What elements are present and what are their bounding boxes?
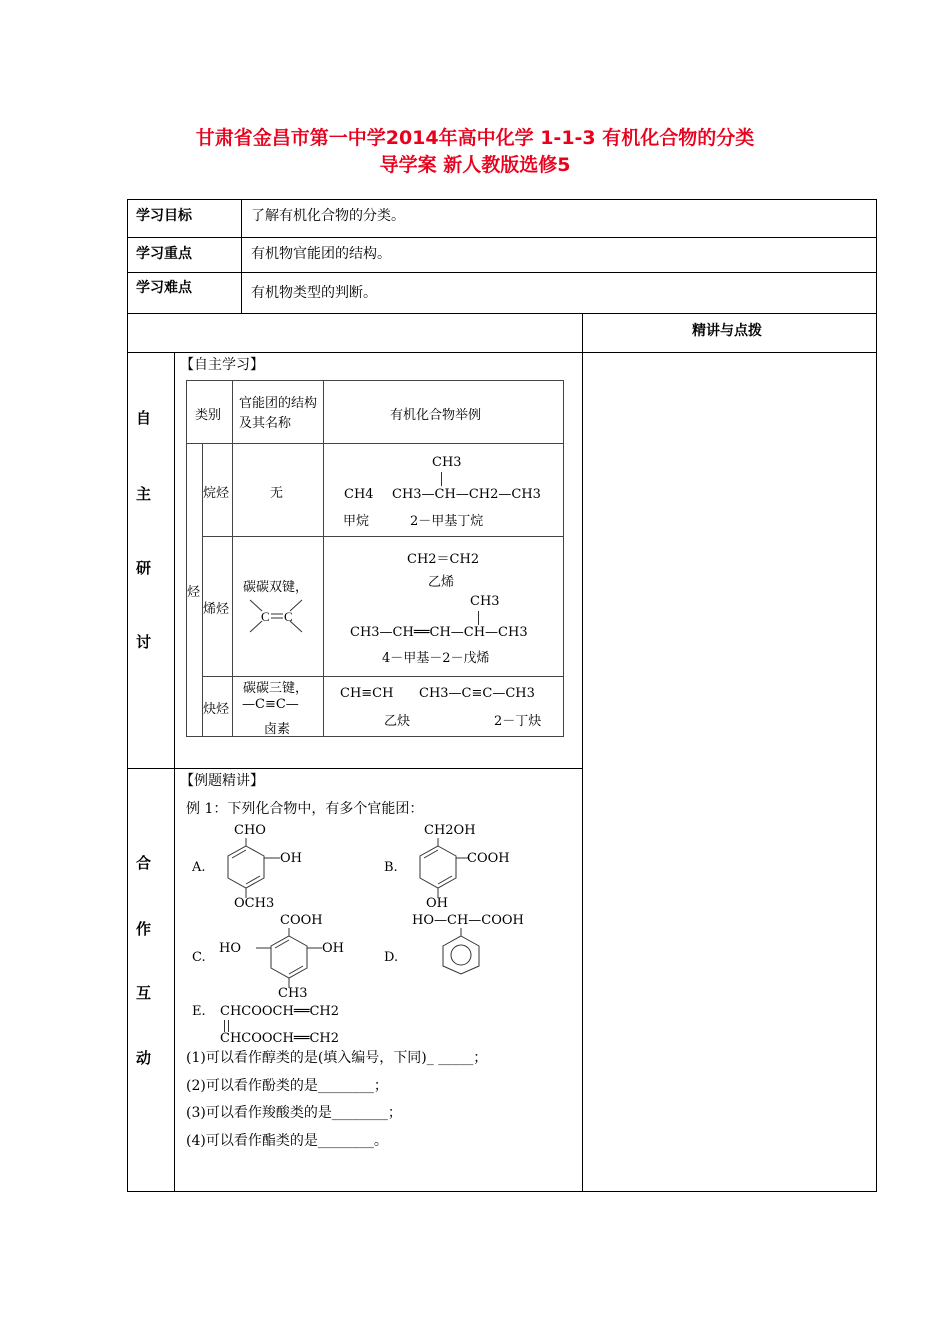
compound-b-letter: B.	[384, 860, 398, 875]
compound-b-right: COOH	[467, 851, 510, 866]
row-alkyne-group: 碳碳三键，	[243, 681, 309, 696]
alkene-example-chain: CH3—CH══CH—CH—CH3	[350, 625, 528, 640]
group-label-hydrocarbon: 烃	[187, 585, 201, 600]
info-label-goal: 学习目标	[136, 208, 192, 224]
doc-title-line2: 导学案 新人教版选修5	[379, 154, 571, 176]
info-value-focus: 有机物官能团的结构。	[251, 246, 391, 262]
compound-a-letter: A.	[192, 860, 206, 875]
info-value-goal: 了解有机化合物的分类。	[251, 208, 405, 224]
benzene-ring-d	[436, 928, 496, 976]
self-study-char-4: 讨	[136, 633, 152, 651]
alkane-example-name: 2－甲基丁烷	[410, 514, 484, 529]
compound-d-letter: D.	[384, 950, 399, 965]
question-4: (4)可以看作酯类的是________。	[186, 1133, 388, 1149]
alkane-example-methane: CH4	[344, 487, 374, 502]
alkyne-example-butyne-name: 2－丁炔	[494, 714, 542, 729]
compound-c-left: HO	[219, 941, 241, 956]
benzene-ring-a	[216, 838, 286, 900]
compound-e-line2: CHCOOCH══CH2	[220, 1031, 340, 1046]
info-value-difficulty: 有机物类型的判断。	[251, 285, 377, 301]
question-3: (3)可以看作羧酸类的是________；	[186, 1105, 402, 1121]
svg-text:C: C	[261, 609, 270, 624]
compound-e-line1: CHCOOCH══CH2	[220, 1004, 340, 1019]
row-alkyne-category: 炔烃	[203, 702, 230, 717]
self-study-char-1: 自	[136, 409, 152, 427]
compound-a-right: OH	[280, 851, 302, 866]
row-alkene-category: 烯烃	[203, 602, 230, 617]
compound-c-top: COOH	[280, 913, 323, 928]
alkyne-example-butyne: CH3—C≡C—CH3	[419, 686, 535, 701]
coop-char-2: 作	[136, 920, 152, 938]
compound-e-letter: E.	[192, 1004, 206, 1019]
info-label-focus: 学习重点	[136, 246, 192, 262]
coop-char-1: 合	[136, 854, 152, 872]
row-alkene-group: 碳碳双键，	[243, 580, 309, 595]
col-header-examples: 有机化合物举例	[390, 408, 482, 423]
row-alkyne-halogen: 卤素	[264, 722, 291, 737]
compound-c-letter: C.	[192, 950, 206, 965]
svg-text:C: C	[284, 609, 293, 624]
compound-c-right: OH	[322, 941, 344, 956]
doc-title-line1: 甘肃省金昌市第一中学2014年高中化学 1-1-3 有机化合物的分类	[195, 127, 755, 149]
question-2: (2)可以看作酚类的是________；	[186, 1078, 388, 1094]
example-heading: 【例题精讲】	[180, 773, 264, 789]
compound-a-bottom: OCH3	[234, 896, 275, 911]
info-label-difficulty: 学习难点	[136, 280, 192, 296]
alkyne-example-ethyne: CH≡CH	[340, 686, 394, 701]
self-study-char-3: 研	[136, 559, 152, 577]
col-header-group: 官能团的结构及其名称	[239, 396, 318, 431]
compound-b-top: CH2OH	[424, 823, 476, 838]
benzene-ring-b	[408, 838, 478, 900]
compound-a-top: CHO	[234, 823, 266, 838]
alkane-example-branch: CH3	[432, 455, 462, 470]
example-intro: 例 1：下列化合物中，有多个官能团：	[186, 801, 424, 817]
compound-d-chain: HO—CH—COOH	[412, 913, 524, 928]
self-study-char-2: 主	[136, 485, 152, 503]
row-alkane-group: 无	[270, 486, 284, 501]
compound-c-bottom: CH3	[278, 986, 308, 1001]
alkene-example-branch: CH3	[470, 594, 500, 609]
alkyne-example-ethyne-name: 乙炔	[384, 714, 411, 729]
coop-char-3: 互	[136, 984, 152, 1002]
question-1: (1)可以看作醇类的是(填入编号，下同)_ _____；	[186, 1050, 488, 1066]
double-bond-diagram	[246, 596, 306, 636]
alkene-example-ethene-name: 乙烯	[428, 575, 455, 590]
side-column-header: 精讲与点拨	[692, 323, 762, 339]
coop-char-4: 动	[136, 1049, 152, 1067]
col-header-category: 类别	[195, 408, 222, 423]
benzene-ring-c	[244, 928, 324, 990]
row-alkane-category: 烷烃	[203, 486, 230, 501]
compound-b-bottom: OH	[426, 896, 448, 911]
row-alkyne-formula: —C≡C—	[242, 697, 299, 712]
alkene-example-name: 4－甲基－2－戊烯	[382, 651, 490, 666]
alkane-example-chain: CH3—CH—CH2—CH3	[392, 487, 541, 502]
self-study-heading: 【自主学习】	[180, 357, 264, 373]
alkene-example-ethene: CH2＝CH2	[407, 552, 480, 567]
alkane-example-methane-name: 甲烷	[343, 514, 370, 529]
